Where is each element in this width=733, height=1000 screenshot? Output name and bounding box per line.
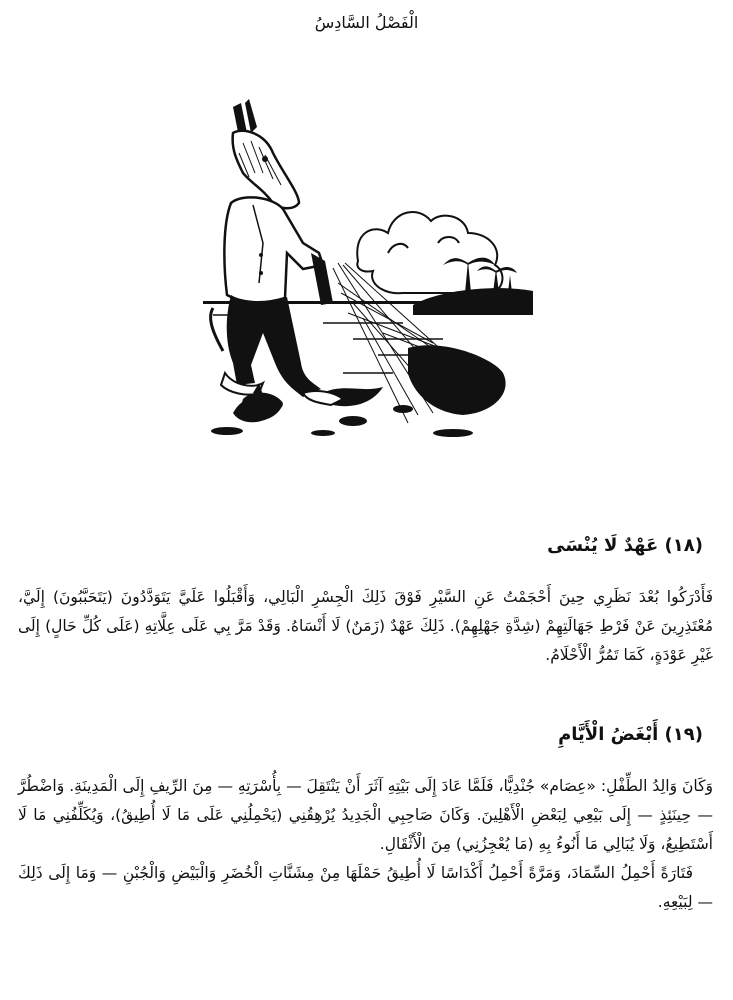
section-heading-18: (١٨) عَهْدٌ لَا يُنْسَى — [547, 535, 703, 556]
section-18-body — [18, 583, 713, 670]
paragraph: وَكَانَ وَالِدُ الطِّفْلِ: «عِصَام» جُنْدِيًّا، فَلَمَّا عَادَ إِلَى بَيْتِهِ آثَرَ أَنْ يَنْتَقِلَ — بِأُسْرَتِهِ — مِنَ الرِّيفِ إِلَى الْمَدِينَةِ. وَاضْطُرَّ — حِينَئِذٍ — إِلَى بَيْعِي لِبَعْضِ الْأَهْلِينَ. وَكَانَ صَاحِبِي الْجَدِيدُ يُرْهِقُنِي (يَحْمِلُنِي عَلَى مَا لَا أُطِيقُ)، وَيُكَلِّفُنِي مَا لَا أَسْتَطِيعُ، وَلَا يُبَالِي مَا أَنُوءُ بِهِ (مَا يُعْجِزُنِي) مِنَ الْأَثْقَالِ. — [18, 777, 713, 853]
section-heading-19: (١٩) أَبْغَضُ الْأَيَّامِ — [558, 724, 703, 745]
section-19-body — [18, 772, 713, 917]
paragraph: فَأَدْرَكُوا بُعْدَ نَظَرِي حِينَ أَحْجَمْتُ عَنِ السَّيْرِ فَوْقَ ذَلِكَ الْجِسْرِ الْبَالِي، وَأَقْبَلُوا عَلَيَّ يَتَوَدَّدُونَ (يَتَحَبَّبُونَ) إِلَيَّ، مُعْتَذِرِينَ عَنْ فَرْطِ جَهَالَتِهِمْ (شِدَّةِ جَهْلِهِمْ). ذَلِكَ عَهْدٌ (زَمَنٌ) لَا أَنْسَاهُ. وَقَدْ مَرَّ بِي عَلَى عِلَّاتِهِ (عَلَى كُلِّ حَالٍ) إِلَى غَيْرِ عَوْدَةٍ، كَمَا تَمُرُّ الْأَحْلَامُ. — [18, 588, 713, 664]
donkey-pulling-net-illustration — [203, 93, 533, 441]
chapter-title: الْفَصْلُ السَّادِسُ — [314, 13, 419, 32]
paragraph: فَتَارَةً أَحْمِلُ السِّمَادَ، وَمَرَّةً أَحْمِلُ أَكْدَاسًا لَا أُطِيقُ حَمْلَهَا مِنْ مِشَنَّاتِ الْخُضَرِ وَالْبَيْضِ وَالْجُبْنِ — وَمَا إِلَى ذَلِكَ — لِبَيْعِهِ. — [18, 864, 713, 911]
